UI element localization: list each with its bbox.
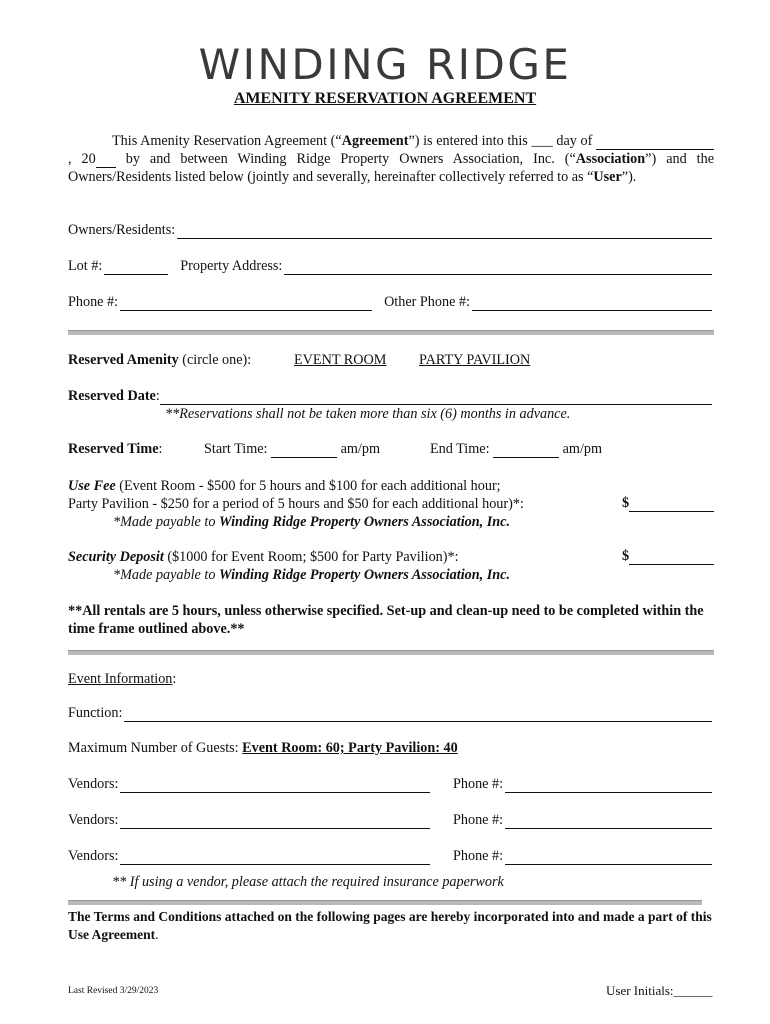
reserved-date-row: Reserved Date : xyxy=(68,388,714,405)
reserved-amenity-row: Reserved Amenity (circle one): xyxy=(68,352,252,368)
vendor-phone-row: Phone #: xyxy=(453,812,714,829)
intro-paragraph: This Amenity Reservation Agreement (“Agreement”) is entered into this ___ day of , 20 by and between Winding Ridge Property Owners Association, Inc. (“Association”) and the Owners/Residents listed below (jointly and severally, hereinafter collectively referred to as “User”). xyxy=(68,133,715,185)
reservation-limit-note: **Reservations shall not be taken more than six (6) months in advance. xyxy=(165,406,571,422)
property-address-field[interactable] xyxy=(284,259,712,275)
lot-address-row: Lot #: Property Address: xyxy=(68,258,714,275)
vendor-name-field[interactable] xyxy=(120,849,430,865)
function-row: Function: xyxy=(68,705,714,722)
reserved-time-label: Reserved Time: xyxy=(68,441,163,457)
vendor-insurance-note: ** If using a vendor, please attach the required insurance paperwork xyxy=(112,874,504,890)
use-fee-block: Use Fee (Event Room - $500 for 5 hours and $100 for each additional hour; Party Pavilion - $250 for a period of 5 hours and $50 for each additional hour)*: *Made payable to Winding Ridge Property Owners Association, Inc. xyxy=(68,478,524,530)
start-time-row: Start Time: am/pm xyxy=(204,441,380,457)
use-fee-amount-field[interactable] xyxy=(629,496,714,512)
end-time-row: End Time: am/pm xyxy=(430,441,603,457)
vendor-phone-row: Phone #: xyxy=(453,776,714,793)
lot-number-field[interactable] xyxy=(104,260,168,275)
deposit-amount-row: $ xyxy=(622,548,714,565)
reserved-date-field[interactable] xyxy=(160,389,712,405)
end-time-field[interactable] xyxy=(493,443,559,458)
event-room-option[interactable]: EVENT ROOM xyxy=(294,352,387,368)
document-title: AMENITY RESERVATION AGREEMENT xyxy=(233,90,537,107)
association-logo: WINDING RIDGE xyxy=(198,40,572,89)
event-information-heading: Event Information: xyxy=(68,671,177,687)
security-deposit-block: Security Deposit ($1000 for Event Room; $500 for Party Pavilion)*: *Made payable to Winding Ridge Property Owners Association, Inc. xyxy=(68,549,510,583)
vendor-row: Vendors: xyxy=(68,776,432,793)
phone-row: Phone #: Other Phone #: xyxy=(68,294,714,311)
user-initials-field[interactable]: User Initials:______ xyxy=(606,983,713,998)
year-blank[interactable] xyxy=(96,153,116,168)
phone-field[interactable] xyxy=(120,296,372,311)
owners-residents-row: Owners/Residents: xyxy=(68,222,714,239)
use-fee-amount-row: $ xyxy=(622,495,714,512)
section-divider xyxy=(68,330,714,335)
last-revised-date: Last Revised 3/29/2023 xyxy=(68,986,159,996)
other-phone-field[interactable] xyxy=(472,295,712,311)
max-guests-row: Maximum Number of Guests: Event Room: 60; Party Pavilion: 40 xyxy=(68,740,458,756)
function-field[interactable] xyxy=(124,706,712,722)
vendor-name-field[interactable] xyxy=(120,813,430,829)
vendor-row: Vendors: xyxy=(68,812,432,829)
vendor-phone-row: Phone #: xyxy=(453,848,714,865)
terms-statement: The Terms and Conditions attached on the following pages are hereby incorporated into and made a part of this Use Agreement. xyxy=(68,909,712,942)
owners-residents-field[interactable] xyxy=(177,223,712,239)
start-time-field[interactable] xyxy=(271,443,337,458)
section-divider xyxy=(68,900,702,905)
vendor-phone-field[interactable] xyxy=(505,849,712,865)
vendor-phone-field[interactable] xyxy=(505,777,712,793)
vendor-row: Vendors: xyxy=(68,848,432,865)
month-blank[interactable] xyxy=(596,135,714,150)
rentals-note: **All rentals are 5 hours, unless otherwise specified. Set-up and clean-up need to be completed within the time frame outlined above.** xyxy=(68,603,704,637)
deposit-amount-field[interactable] xyxy=(629,549,714,565)
vendor-name-field[interactable] xyxy=(120,777,430,793)
vendor-phone-field[interactable] xyxy=(505,813,712,829)
section-divider xyxy=(68,650,714,655)
party-pavilion-option[interactable]: PARTY PAVILION xyxy=(419,352,531,368)
